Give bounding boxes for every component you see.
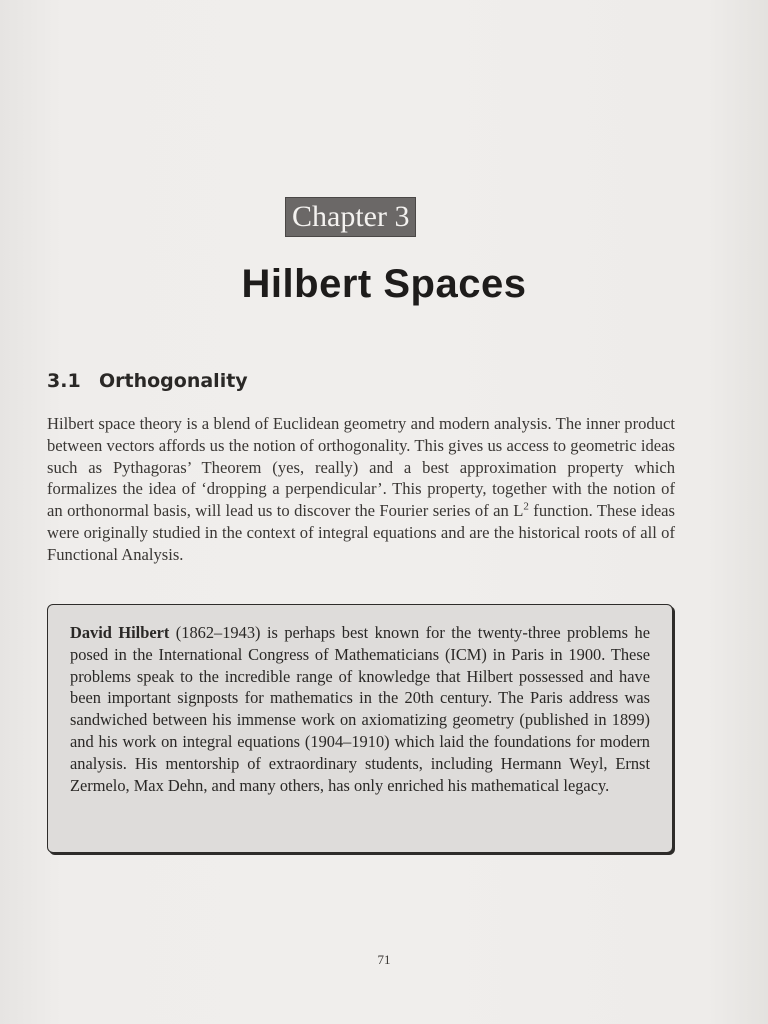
page-number: 71 [377, 952, 391, 967]
paragraph-text-start: Hilbert space theory is a blend of Euclidean geometry and modern analysis. The inner product between vectors affords us the notion of orthogonality. This gives us access to geometric ideas such as Pythagoras’ Theorem (yes, really) and a best approximation property which formalizes the idea of ‘dropping a perpendicular’. This property, together with the notion of an orthonormal basis, will lead us to discover the Fourier series of an L [47, 414, 675, 521]
chapter-label: Chapter 3 [285, 197, 416, 237]
biography-callout-box [47, 604, 673, 853]
chapter-title: Hilbert Spaces [241, 262, 527, 306]
callout-paragraph [70, 622, 650, 796]
section-title: Orthogonality [99, 370, 248, 392]
callout-name: David Hilbert [70, 623, 170, 642]
callout-text: (1862–1943) is perhaps best known for the twenty-three problems he posed in the International Congress of Mathematicians (ICM) in Paris in 1900. These problems speak to the incredible range of knowledge that Hilbert possessed and have been important signposts for mathematics in the 20th century. The Paris address was sandwiched between his immense work on axiomatizing geometry (published in 1899) and his work on integral equations (1904–1910) which laid the foundations for modern analysis. His mentorship of extraordinary students, including Hermann Weyl, Ernst Zermelo, Max Dehn, and many others, has only enriched his mathematical legacy. [70, 623, 650, 795]
superscript: 2 [523, 500, 529, 513]
section-heading [47, 370, 248, 392]
paragraph-text-end: function. These ideas were originally studied in the context of integral equations and are the historical roots of all of Functional Analysis. [47, 501, 676, 564]
body-paragraph [47, 413, 675, 566]
section-number: 3.1 [47, 370, 81, 392]
